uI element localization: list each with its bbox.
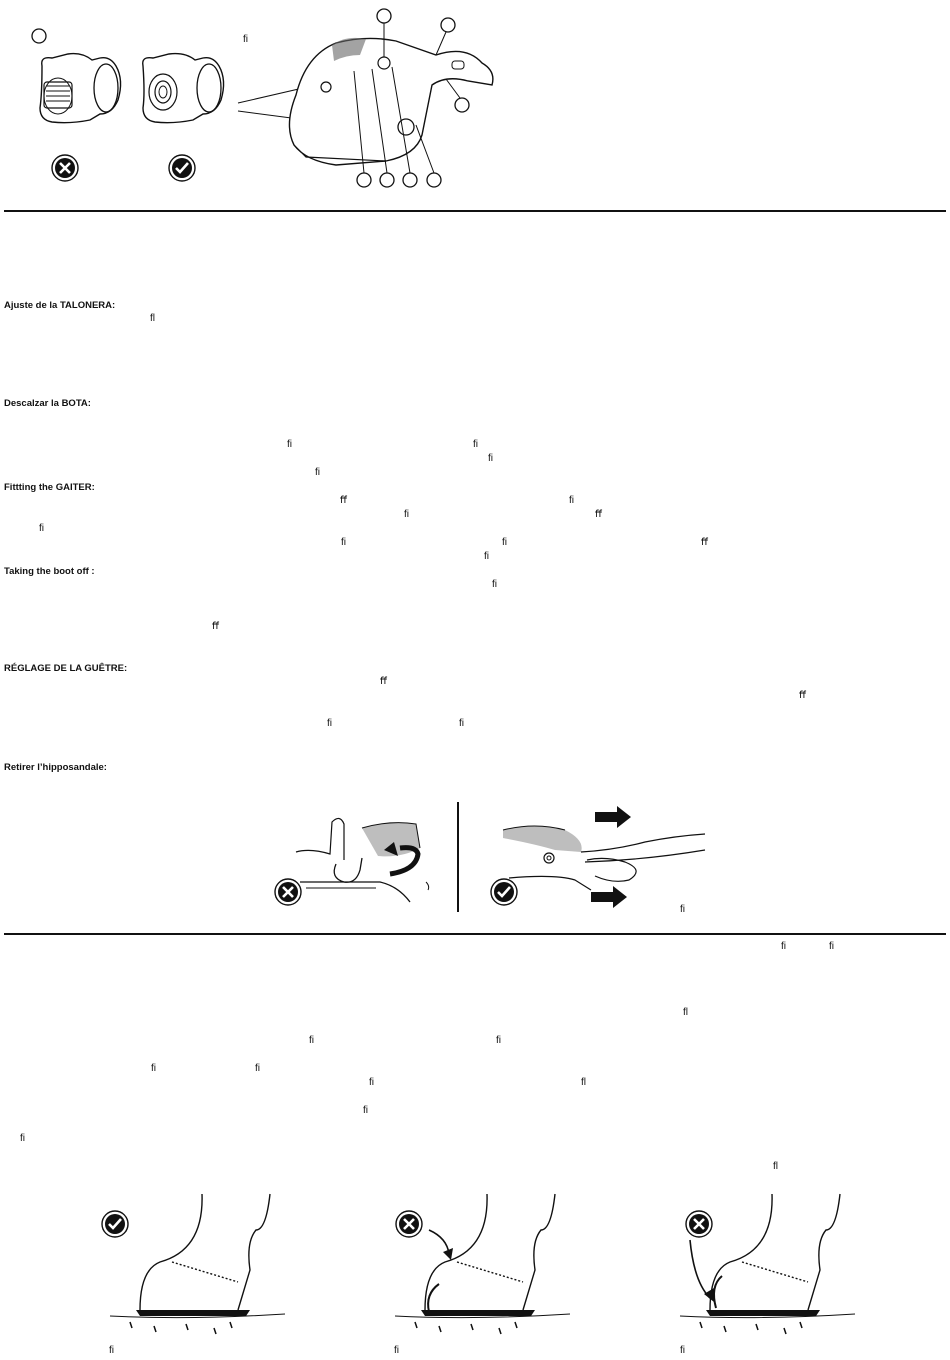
ligature: ﬁ: [459, 718, 464, 729]
callout-circle-b4: [427, 173, 441, 187]
removal-correct-illustration: [495, 804, 710, 909]
ligature-top: ﬁ: [243, 34, 248, 45]
heading-descalzar-bota: Descalzar la BOTA:: [4, 398, 91, 409]
ligature: ﬁ: [39, 523, 44, 534]
ligature: ﬁ: [363, 1105, 368, 1116]
ligature: ﬁ: [502, 537, 507, 548]
ligature: ﬁ: [488, 453, 493, 464]
check-icon: [489, 877, 519, 907]
heading-taking-boot-off: Taking the boot off :: [4, 566, 95, 577]
screw-diagram-wrong: [30, 24, 130, 184]
cross-icon: [684, 1209, 714, 1239]
ligature: ﬀ: [380, 676, 387, 687]
ligature: ﬂ: [581, 1077, 586, 1088]
ligature: ﬁ: [492, 579, 497, 590]
callout-circle-top: [377, 9, 391, 23]
hoof-correct-illustration: [110, 1190, 285, 1340]
screw-diagram-correct: [135, 50, 235, 150]
ligature: ﬁ: [20, 1133, 25, 1144]
ligature: ﬁ: [404, 509, 409, 520]
heading-ajuste-talonera: Ajuste de la TALONERA:: [4, 300, 116, 311]
ligature: ﬁ: [680, 904, 685, 915]
ligature: ﬀ: [212, 621, 219, 632]
heading-fitting-gaiter: Fittting the GAITER:: [4, 482, 95, 493]
boot-diagram: [236, 5, 506, 190]
heading-reglage-guetre: RÉGLAGE DE LA GUÊTRE:: [4, 663, 128, 674]
ligature: ﬁ: [394, 1345, 399, 1356]
ligature: ﬂ: [773, 1161, 778, 1172]
ligature: ﬁ: [255, 1063, 260, 1074]
ligature: ﬁ: [680, 1345, 685, 1356]
ligature: ﬁ: [287, 439, 292, 450]
callout-circle-right: [441, 18, 455, 32]
ligature: ﬁ: [315, 467, 320, 478]
ligature: ﬁ: [781, 941, 786, 952]
ligature: ﬂ: [683, 1007, 688, 1018]
cross-icon: [394, 1209, 424, 1239]
section-divider-middle: [4, 933, 946, 935]
heading-retirer-hipposandale: Retirer l’hipposandale:: [4, 762, 107, 773]
check-icon: [100, 1209, 130, 1239]
ligature: ﬁ: [109, 1345, 114, 1356]
ligature: ﬂ: [150, 313, 155, 324]
cross-icon: [50, 153, 80, 183]
ligature: ﬁ: [473, 439, 478, 450]
ligature: ﬁ: [569, 495, 574, 506]
ligature: ﬁ: [369, 1077, 374, 1088]
ligature: ﬁ: [327, 718, 332, 729]
ligature: ﬁ: [341, 537, 346, 548]
callout-circle-b2: [380, 173, 394, 187]
ligature: ﬀ: [701, 537, 708, 548]
callout-circle-b1: [357, 173, 371, 187]
ligature: ﬁ: [151, 1063, 156, 1074]
section-divider-top: [4, 210, 946, 212]
ligature: ﬀ: [340, 495, 347, 506]
ligature: ﬁ: [309, 1035, 314, 1046]
callout-circle-b3: [403, 173, 417, 187]
callout-circle-side: [455, 98, 469, 112]
ligature: ﬁ: [484, 551, 489, 562]
callout-circle: [32, 29, 46, 43]
check-icon: [167, 153, 197, 183]
illustration-divider: [457, 802, 459, 912]
cross-icon: [273, 877, 303, 907]
ligature: ﬁ: [496, 1035, 501, 1046]
ligature: ﬀ: [595, 509, 602, 520]
ligature: ﬁ: [829, 941, 834, 952]
ligature: ﬀ: [799, 690, 806, 701]
